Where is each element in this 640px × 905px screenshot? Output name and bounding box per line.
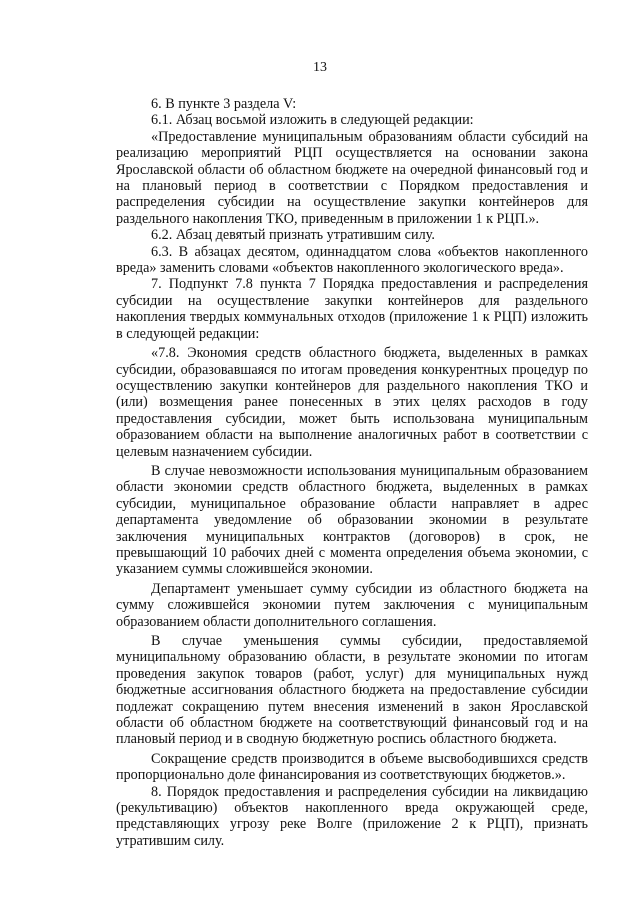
paragraph-6-1-text: «Предоставление муниципальным образованиям области субсидий на реализацию мероприятий РЦП осуществляется на основании закона Ярославской области об областном бюджете на очередной финансовый год и на плановый период в соответствии с Порядком предоставления и распределения субсидии на осуществление закупки контейнеров для раздельного накопления ТКО, приведенным в приложении 1 к РЦП.». xyxy=(116,128,588,227)
paragraph-7-8-budget: В случае уменьшения суммы субсидии, предоставляемой муниципальному образованию области, в результате экономии по итогам проведения закупок товаров (работ, услуг) для муниципальных нужд бюджетные ассигнования областного бюджета на предоставление субсидии подлежат сокращению путем внесения изменений в закон Ярославской области об областном бюджете на соответствующий финансовый год и на плановый период и в сводную бюджетную роспись областного бюджета. xyxy=(116,633,588,748)
paragraph-7: 7. Подпункт 7.8 пункта 7 Порядка предоставления и распределения субсидии на осуществление закупки контейнеров для раздельного накопления твердых коммунальных отходов (приложение 1 к РЦП) изложить в следующей редакции: xyxy=(116,276,588,342)
paragraph-6-3: 6.3. В абзацах десятом, одиннадцатом слова «объектов накопленного вреда» заменить словами «объектов накопленного экологического вреда». xyxy=(116,243,588,277)
page-number: 13 xyxy=(313,60,327,75)
paragraph-6-heading: 6. В пункте 3 раздела V: xyxy=(151,96,297,112)
paragraph-7-8-reduction: Департамент уменьшает сумму субсидии из областного бюджета на сумму сложившейся экономии путем заключения с муниципальным образованием области дополнительного соглашения. xyxy=(116,580,588,630)
paragraph-7-8-proportion: Сокращение средств производится в объеме высвободившихся средств пропорционально доле финансирования из соответствующих бюджетов.». xyxy=(116,750,588,784)
paragraph-6-1: 6.1. Абзац восьмой изложить в следующей редакции: xyxy=(151,112,474,129)
paragraph-7-8-notice: В случае невозможности использования муниципальным образованием области экономии средств областного бюджета, выделенных в рамках субсидии, муниципальное образование области направляет в адрес департамента уведомление об образовании экономии в результате заключения муниципальных контрактов (договоров) в срок, не превышающий 10 рабочих дней с момента определения объема экономии, с указанием суммы сложившейся экономии. xyxy=(116,462,588,578)
paragraph-7-8: «7.8. Экономия средств областного бюджета, выделенных в рамках субсидии, образовавшаяся по итогам проведения конкурентных процедур по осуществлению закупки контейнеров для раздельного накопления ТКО и (или) возмещения ранее понесенных в этих целях расходов в году предоставления субсидии, может быть использована муниципальным образованием области на выполнение аналогичных работ в соответствии с целевым назначением субсидии. xyxy=(116,345,588,460)
document-body xyxy=(116,96,588,849)
paragraph-8: 8. Порядок предоставления и распределения субсидии на ликвидацию (рекультивацию) объектов накопленного вреда окружающей среде, представляющих угрозу реке Волге (приложение 2 к РЦП), признать утратившим силу. xyxy=(116,783,588,849)
paragraph-6-2: 6.2. Абзац девятый признать утратившим силу. xyxy=(151,227,435,244)
